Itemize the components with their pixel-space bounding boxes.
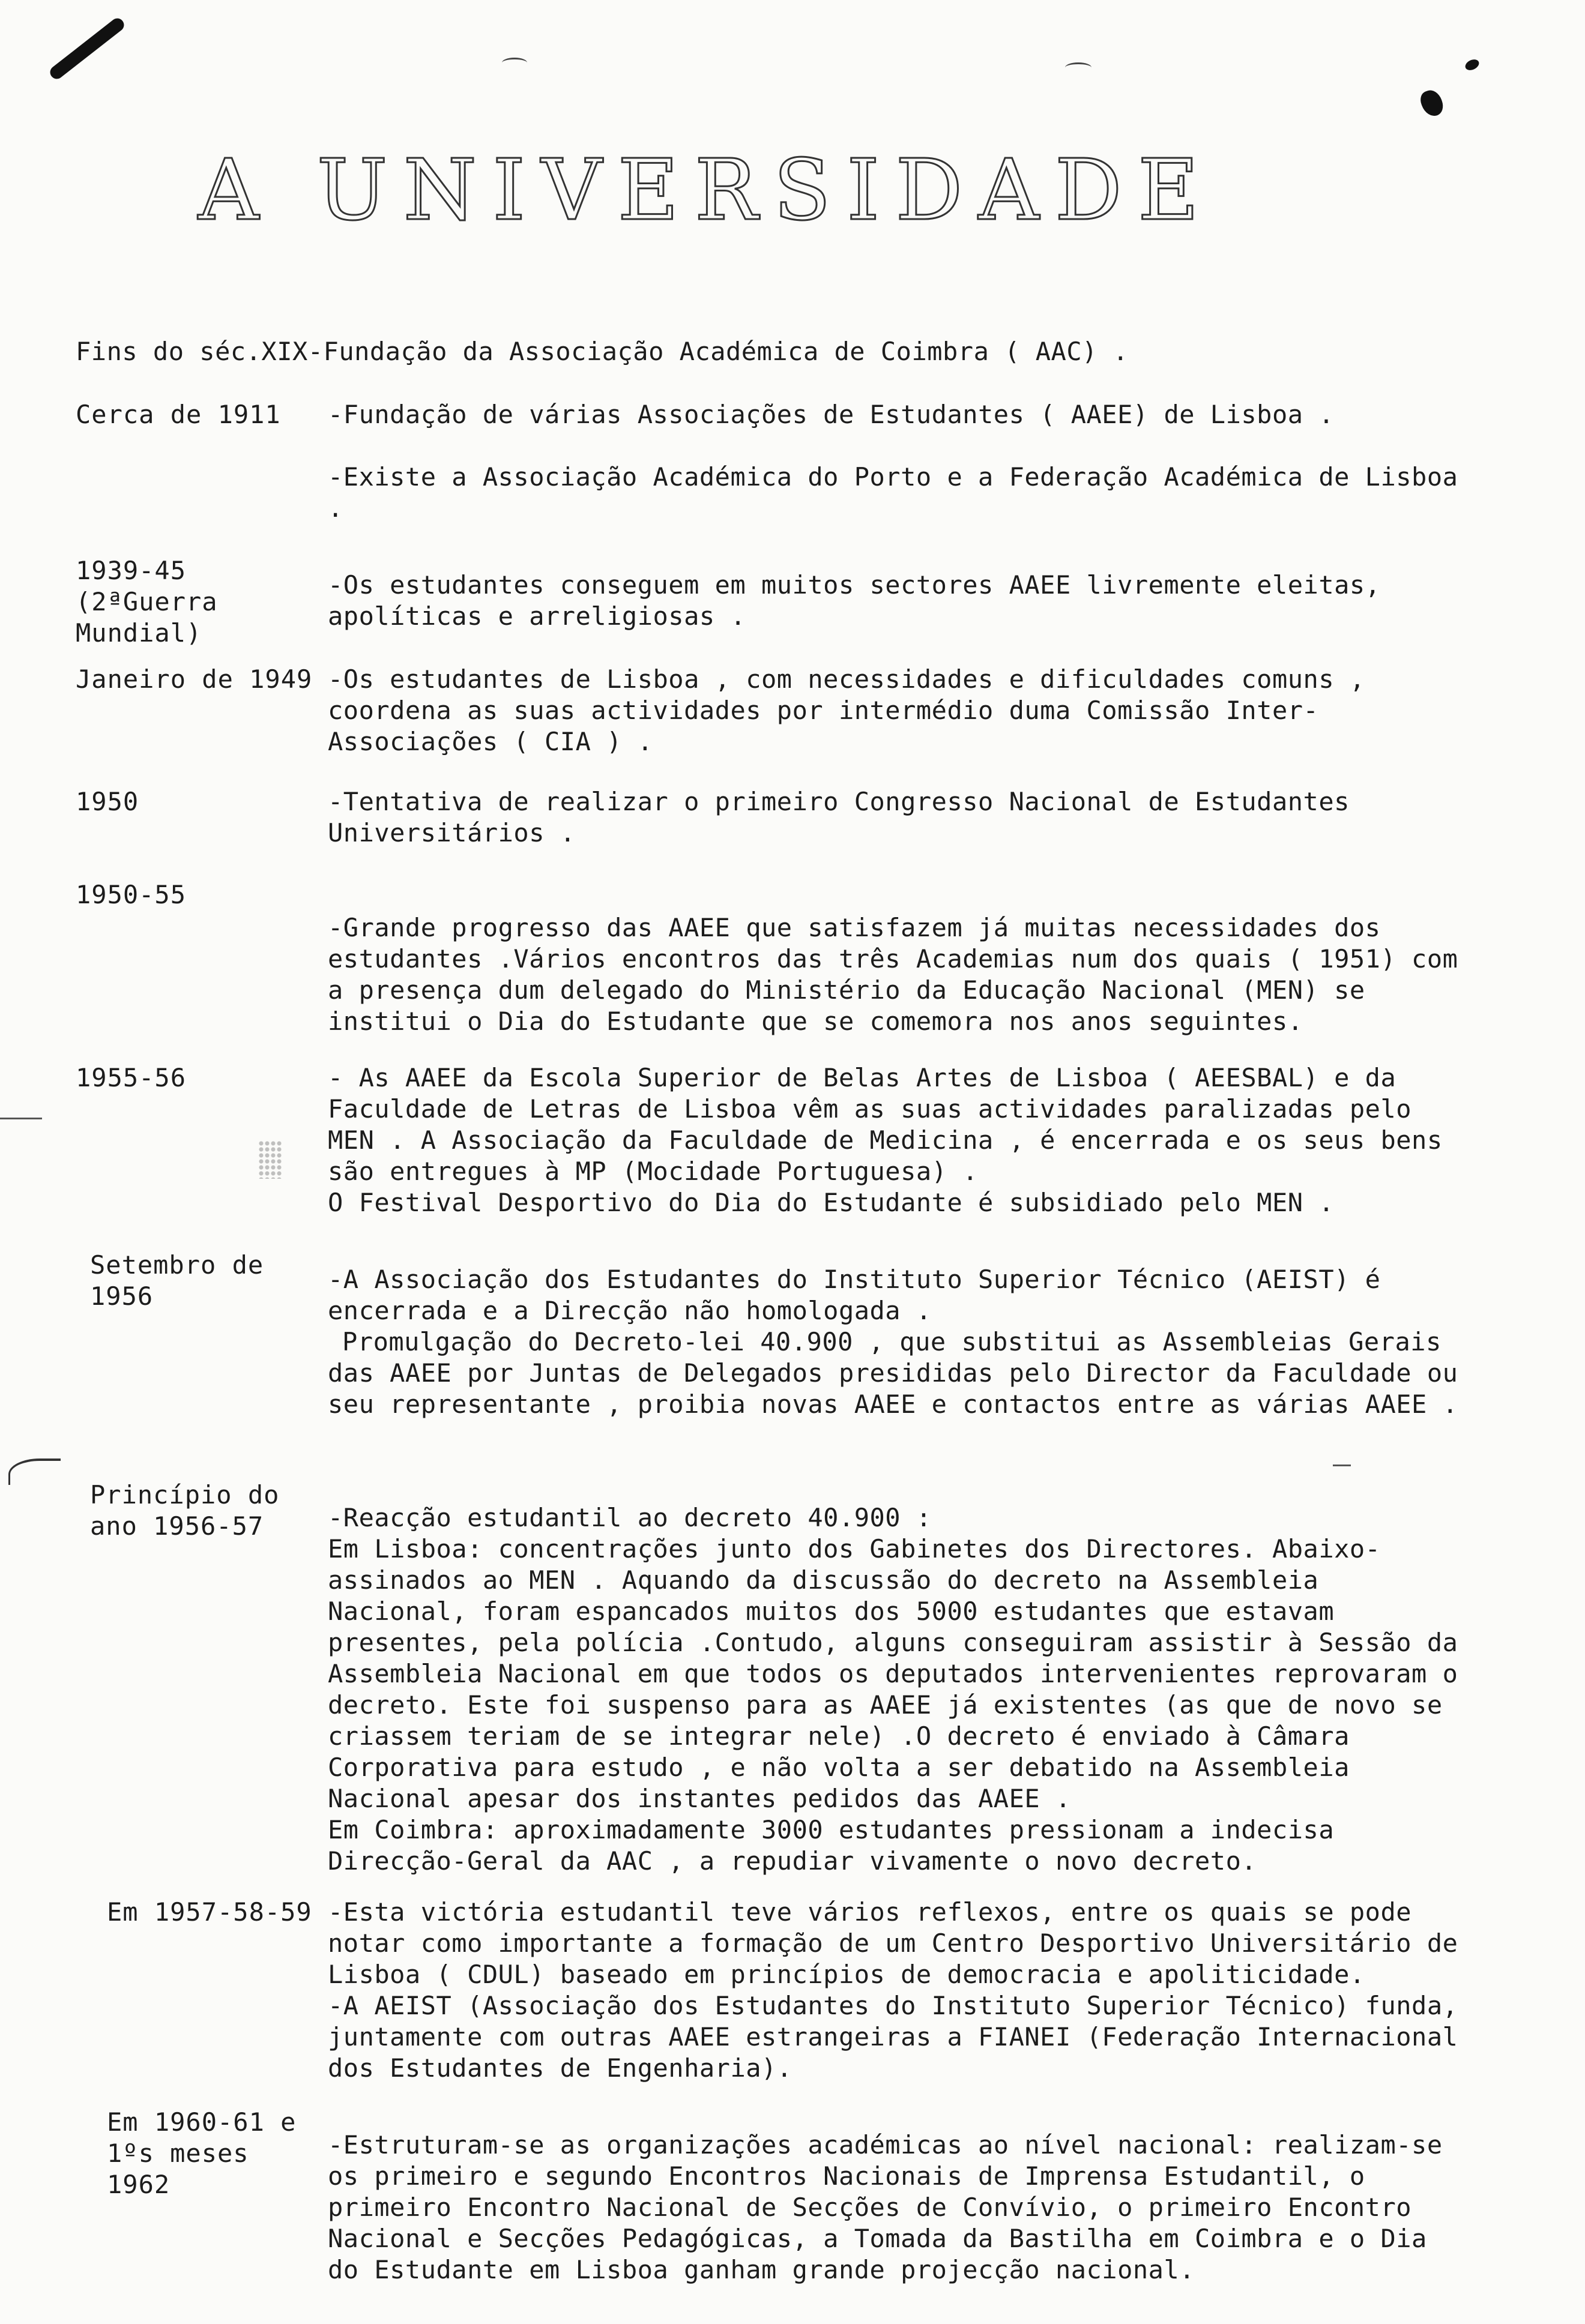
entry-paragraph: -Fundação de várias Associações de Estudantes ( AAEE) de Lisboa .	[328, 400, 1335, 429]
entry-body	[328, 1897, 1469, 2084]
entry-paragraph: - As AAEE da Escola Superior de Belas Artes de Lisboa ( AEESBAL) e da Faculdade de Letras de Lisboa vêm as suas actividades paralizadas pelo MEN . A Associação da Faculdade de Medicina , é encerrada e os seus bens são entregues à MP (Mocidade Portuguesa) .	[328, 1063, 1443, 1186]
entry-paragraph: -Reacção estudantil ao decreto 40.900 :	[328, 1503, 932, 1532]
entry-paragraph: -Esta victória estudantil teve vários reflexos, entre os quais se pode notar como importante a formação de um Centro Desportivo Universitário de Lisboa ( CDUL) baseado em princípios de democracia e apoliticidade.	[328, 1897, 1458, 1989]
entry-body	[328, 1502, 1469, 1877]
entry-body	[328, 786, 1469, 849]
entry-body	[328, 1062, 1469, 1218]
entry-paragraph: Promulgação do Decreto-lei 40.900 , que substitui as Assembleias Gerais das AAEE por Juntas de Delegados presididas pelo Director da Faculdade ou seu representante , proibia novas AAEE e contactos entre as várias AAEE .	[328, 1327, 1458, 1419]
entry-paragraph: -Grande progresso das AAEE que satisfazem já muitas necessidades dos estudantes .Vários encontros das três Academias num dos quais ( 1951) com a presença dum delegado do Ministério da Educação Nacional (MEN) se institui o Dia do Estudante que se comemora nos anos seguintes.	[328, 913, 1458, 1036]
entry-date: Cerca de 1911	[76, 400, 281, 429]
entry-date: Em 1957-58-59	[107, 1897, 312, 1927]
entry-date: Em 1960-61 e 1ºs meses 1962	[107, 2107, 297, 2199]
entry-date: Janeiro de 1949	[76, 664, 313, 694]
entry-paragraph: Em Coimbra: aproximadamente 3000 estudantes pressionam a indecisa Direcção-Geral da AAC , a repudiar vivamente o novo decreto.	[328, 1815, 1335, 1876]
entry-paragraph: O Festival Desportivo do Dia do Estudante é subsidiado pelo MEN .	[328, 1188, 1335, 1217]
entry-paragraph: -Estruturam-se as organizações académicas ao nível nacional: realizam-se os primeiro e segundo Encontros Nacionais de Imprensa Estudantil, o primeiro Encontro Nacional de Secções de Convívio, o primeiro Encontro Nacional e Secções Pedagógicas, a Tomada da Bastilha em Coimbra e o Dia do Estudante em Lisboa ganham grande projecção nacional.	[328, 2130, 1443, 2284]
page-title: A UNIVERSIDADE	[198, 142, 1215, 239]
entry-date: 1939-45 (2ªGuerra Mundial)	[76, 556, 218, 648]
entry-body	[328, 1264, 1469, 1420]
entry-date: 1955-56	[76, 1063, 187, 1092]
entry-paragraph: -Os estudantes conseguem em muitos sectores AAEE livremente eleitas, apolíticas e arreligiosas .	[328, 570, 1381, 631]
entry-paragraph: -Os estudantes de Lisboa , com necessidades e dificuldades comuns , coordena as suas actividades por intermédio duma Comissão Inter-Associações ( CIA ) .	[328, 664, 1365, 756]
intro-line: Fins do séc.XIX-Fundação da Associação Académica de Coimbra ( AAC) .	[76, 337, 1129, 366]
entry-date: 1950-55	[76, 880, 187, 909]
entry-paragraph: -Existe a Associação Académica do Porto e a Federação Académica de Lisboa .	[328, 462, 1458, 523]
entry-body	[328, 399, 1469, 524]
entry-body	[328, 570, 1469, 632]
entry-date: Princípio do ano 1956-57	[90, 1480, 280, 1541]
entry-body	[328, 664, 1469, 757]
entry-date: Setembro de 1956	[90, 1250, 264, 1311]
entry-paragraph: Em Lisboa: concentrações junto dos Gabinetes dos Directores. Abaixo-assinados ao MEN . Aquando da discussão do decreto na Assembleia Nacional, foram espancados muitos dos 5000 estudantes que estavam presentes, pela polícia .Contudo, alguns conseguiram assistir à Sessão da Assembleia Nacional em que todos os deputados intervenientes reprovaram o decreto. Este foi suspenso para as AAEE já existentes (as que de novo se criassem teriam de se integrar nele) .O decreto é enviado à Câmara Corporativa para estudo , e não volta a ser debatido na Assembleia Nacional apesar dos instantes pedidos das AAEE .	[328, 1534, 1458, 1813]
entry-paragraph: -Tentativa de realizar o primeiro Congresso Nacional de Estudantes Universitários .	[328, 787, 1350, 847]
entry-body	[328, 912, 1469, 1037]
entry-date: 1950	[76, 787, 139, 816]
entry-paragraph: -A Associação dos Estudantes do Instituto Superior Técnico (AEIST) é encerrada e a Direcção não homologada .	[328, 1265, 1381, 1325]
entry-paragraph: -A AEIST (Associação dos Estudantes do Instituto Superior Técnico) funda, juntamente com outras AAEE estrangeiras a FIANEI (Federação Internacional dos Estudantes de Engenharia).	[328, 1991, 1458, 2083]
entry-body	[328, 2130, 1469, 2286]
